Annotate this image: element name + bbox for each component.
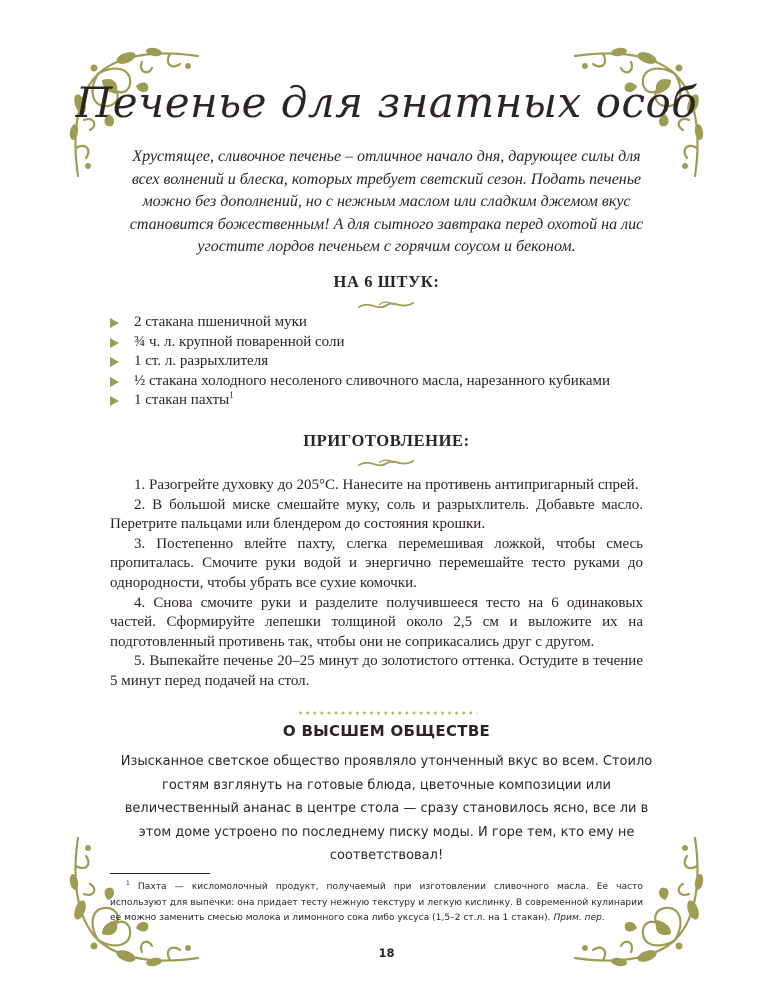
bullet-triangle-icon (110, 377, 119, 387)
preparation-steps (110, 476, 643, 692)
society-text: Изысканное светское общество проявляло утонченный вкус во всем. Стоило гостям взглянуть на готовые блюда, цветочные композиции или величественный ананас в центре стола — сразу становилось ясно, все ли в этом доме устроено по последнему писку моды. И горе тем, кто ему не соответствовал! (120, 754, 653, 863)
flourish-divider-icon (357, 456, 415, 470)
ingredient-item: ½ стакана холодного несоленого сливочного масла, нарезанного кубиками (110, 372, 610, 392)
step-paragraph: 5. Выпекайте печенье 20–25 минут до золотистого оттенка. Остудите в течение 5 минут перед подачей на стол. (110, 653, 643, 689)
ingredient-item: ¾ ч. л. крупной поваренной соли (110, 333, 610, 353)
translator-note: Прим. пер. (553, 913, 605, 923)
footnote-ref: 1 (229, 390, 234, 401)
recipe-title: Печенье для знатных особ (75, 78, 698, 127)
bullet-triangle-icon (110, 396, 119, 406)
recipe-intro: Хрустящее, сливочное печенье – отличное начало дня, дарующее силы для всех волнений и блеска, которых требует светский сезон. Подать печенье можно без дополнений, но с нежным маслом или сладким джемом вкус становится божественным! А для сытного завтрака перед охотой на лис угостите лордов печеньем с горячим соусом и беконом. (129, 148, 644, 255)
dotted-divider (297, 711, 477, 715)
serves-heading: НА 6 ШТУК: (333, 272, 440, 291)
preparation-heading: ПРИГОТОВЛЕНИЕ: (303, 431, 470, 450)
bullet-triangle-icon (110, 338, 119, 348)
ingredient-list (110, 313, 610, 411)
ingredient-item: 1 стакан пахты$^1$ (110, 391, 610, 411)
bullet-triangle-icon (110, 318, 119, 328)
step-paragraph: 2. В большой миске смешайте муку, соль и разрыхлитель. Добавьте масло. Перетрите пальцами или блендером до состояния крошки. (110, 496, 643, 533)
step-paragraph: 3. Постепенно влейте пахту, слегка перемешивая ложкой, чтобы смесь пропиталась. Смочите руки водой и энергично перемешайте тесто руками до однородности, чтобы убрать все сухие комочки. (110, 535, 643, 591)
flourish-divider-icon (357, 298, 415, 312)
society-heading: О ВЫСШЕМ ОБЩЕСТВЕ (282, 722, 491, 740)
bullet-triangle-icon (110, 357, 119, 367)
step-paragraph: 1. Разогрейте духовку до 205°С. Нанесите на противень антипригарный спрей. (134, 477, 639, 493)
page-number: 18 (378, 946, 395, 960)
footnote-text: Пахта — кисломолочный продукт, получаемый при изготовлении сливочного масла. Ее часто используют для выпечки: она придает тесту нежную текстуру и легкую кислинку. В современной кулинарии ее можно заменить смесью молока и лимонного сока либо уксуса (1,5–2 ст.л. на 1 стакан). (110, 882, 643, 923)
footnote-rule (110, 873, 210, 874)
ingredient-item: 1 ст. л. разрыхлителя (110, 352, 610, 372)
footnote-mark: 1 (126, 879, 130, 887)
footnote (110, 880, 643, 927)
step-paragraph: 4. Снова смочите руки и разделите получившееся тесто на 6 одинаковых частей. Сформируйте лепешки толщиной около 2,5 см и выложите их на подготовленный противень так, чтобы они не соприкасались друг с другом. (110, 594, 643, 650)
ingredient-item: 2 стакана пшеничной муки (110, 313, 610, 333)
